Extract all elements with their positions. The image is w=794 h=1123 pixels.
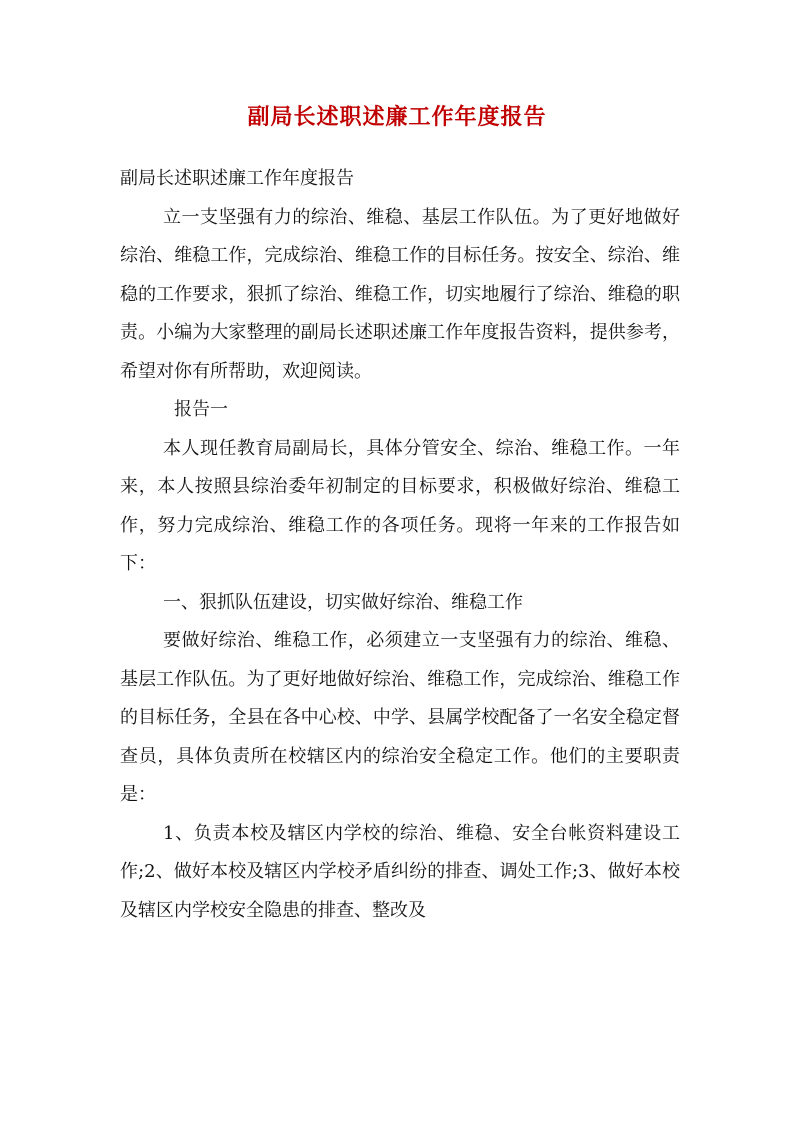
document-body [120, 160, 680, 930]
body-paragraph: 要做好综治、维稳工作，必须建立一支坚强有力的综治、维稳、基层工作队伍。为了更好地做好综治、维稳工作，完成综治、维稳工作的目标任务，全县在各中心校、中学、县属学校配备了一名安全稳定督查员，具体负责所在校辖区内的综治安全稳定工作。他们的主要职责是： [120, 630, 680, 805]
body-paragraph: 本人现任教育局副局长，具体分管安全、综治、维稳工作。一年来，本人按照县综治委年初制定的目标要求，积极做好综治、维稳工作，努力完成综治、维稳工作的各项任务。现将一年来的工作报告如下： [120, 437, 680, 574]
body-paragraph: 1、负责本校及辖区内学校的综治、维稳、安全台帐资料建设工作;2、做好本校及辖区内学校矛盾纠纷的排查、调处工作;3、做好本校及辖区内学校安全隐患的排查、整改及 [120, 822, 680, 921]
report-heading: 报告一 [174, 399, 228, 420]
intro-paragraph: 立一支坚强有力的综治、维稳、基层工作队伍。为了更好地做好综治、维稳工作，完成综治、维稳工作的目标任务。按安全、综治、维稳的工作要求，狠抓了综治、维稳工作，切实地履行了综治、维稳的职责。小编为大家整理的副局长述职述廉工作年度报告资料，提供参考，希望对你有所帮助，欢迎阅读。 [120, 206, 680, 382]
document-title: 副局长述职述廉工作年度报告 [247, 104, 547, 130]
section-heading: 一、狠抓队伍建设，切实做好综治、维稳工作 [163, 591, 523, 613]
document-subtitle: 副局长述职述廉工作年度报告 [120, 168, 354, 189]
